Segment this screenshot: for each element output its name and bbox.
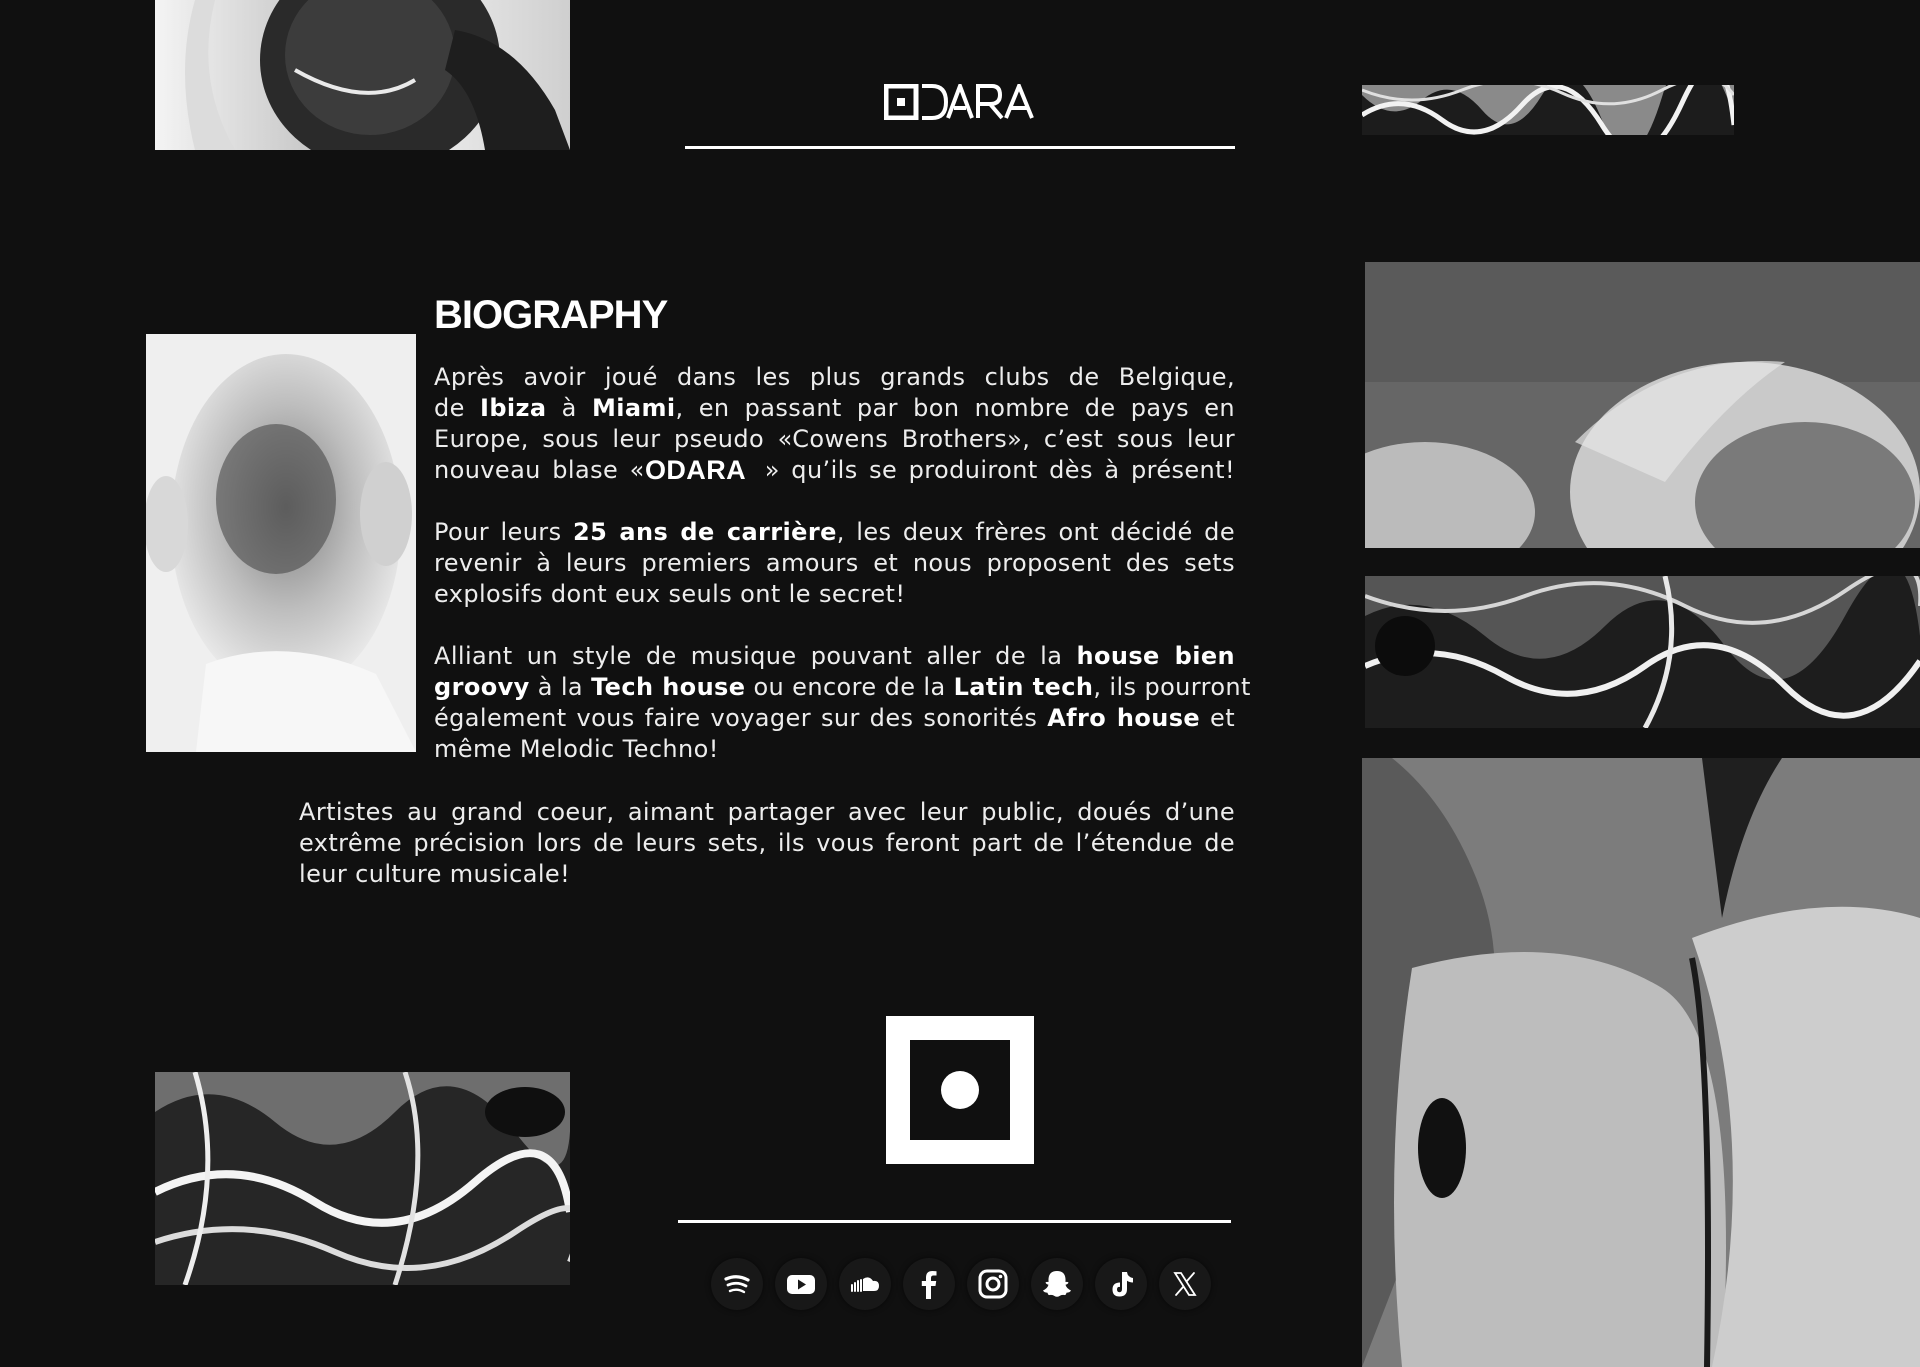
instagram-icon[interactable] bbox=[967, 1258, 1019, 1310]
bottom-rule bbox=[678, 1220, 1231, 1223]
bio-bold: groovy bbox=[434, 673, 530, 701]
x-icon[interactable] bbox=[1159, 1258, 1211, 1310]
bio-text: explosifs dont eux seuls ont le secret! bbox=[434, 580, 906, 608]
bio-bold: Miami bbox=[591, 394, 676, 422]
bio-text: même Melodic Techno! bbox=[434, 735, 719, 763]
facebook-icon[interactable] bbox=[903, 1258, 955, 1310]
bio-bold: Ibiza bbox=[479, 394, 547, 422]
tiktok-icon[interactable] bbox=[1095, 1258, 1147, 1310]
spotify-icon[interactable] bbox=[711, 1258, 763, 1310]
photo-right-texture bbox=[1365, 576, 1920, 728]
top-rule bbox=[685, 146, 1235, 149]
bio-paragraph-2: Pour leurs 25 ans de carrière, les deux frères ont décidé de revenir à leurs premiers amours et nous proposent des sets explosifs dont eux seuls ont le secret! bbox=[434, 518, 1235, 608]
photo-right-profiles bbox=[1362, 758, 1920, 1367]
bio-bold: Afro house bbox=[1047, 704, 1201, 732]
photo-bottom-left-texture bbox=[155, 1072, 570, 1285]
bio-bold: house bien bbox=[1076, 642, 1235, 670]
photo-right-heads bbox=[1365, 262, 1920, 548]
odara-inline-logo bbox=[645, 455, 765, 483]
bio-text: extrême précision lors de leurs sets, ils vous feront part de l’étendue de bbox=[299, 829, 1235, 857]
bio-paragraph-3: Alliant un style de musique pouvant aller de la house bien groovy à la Tech house ou encore de la Latin tech, ils pourront également vous faire voyager sur des sonorités Afro house et même Melodic Techno! bbox=[434, 642, 1251, 763]
bio-text: leur culture musicale! bbox=[299, 860, 571, 888]
bio-bold: Latin tech bbox=[953, 673, 1094, 701]
bio-text: Europe, sous leur pseudo «Cowens Brothers», c’est sous leur bbox=[434, 425, 1235, 453]
bio-paragraph-4 bbox=[299, 797, 1235, 890]
snapchat-icon[interactable] bbox=[1031, 1258, 1083, 1310]
social-links bbox=[711, 1258, 1215, 1310]
photo-top-left bbox=[155, 0, 570, 150]
biography-title bbox=[434, 290, 668, 336]
bio-text: Après avoir joué dans les plus grands clubs de Belgique, bbox=[434, 363, 1235, 391]
bio-paragraph-1: Après avoir joué dans les plus grands clubs de Belgique, de Ibiza à Miami, en passant par bon nombre de pays en Europe, sous leur pseudo «Cowens Brothers», c’est sous leur nouveau blase « ODARA » qu’ils se produiront dès à présent! bbox=[434, 363, 1235, 484]
odara-logo bbox=[884, 84, 1036, 120]
svg-text:BIOGRAPHY: BIOGRAPHY bbox=[434, 293, 668, 336]
photo-bio-portrait bbox=[146, 334, 416, 752]
bio-bold: 25 ans de carrière bbox=[572, 518, 837, 546]
bio-text: Artistes au grand coeur, aimant partager avec leur public, doués d’une bbox=[299, 798, 1235, 826]
svg-text:ODARA: ODARA bbox=[644, 455, 746, 483]
soundcloud-icon[interactable] bbox=[839, 1258, 891, 1310]
bio-text: revenir à leurs premiers amours et nous proposent des sets bbox=[434, 549, 1235, 577]
photo-top-right-strip bbox=[1362, 85, 1734, 135]
bio-bold: Tech house bbox=[591, 673, 746, 701]
youtube-icon[interactable] bbox=[775, 1258, 827, 1310]
odara-symbol-icon bbox=[886, 1016, 1034, 1164]
